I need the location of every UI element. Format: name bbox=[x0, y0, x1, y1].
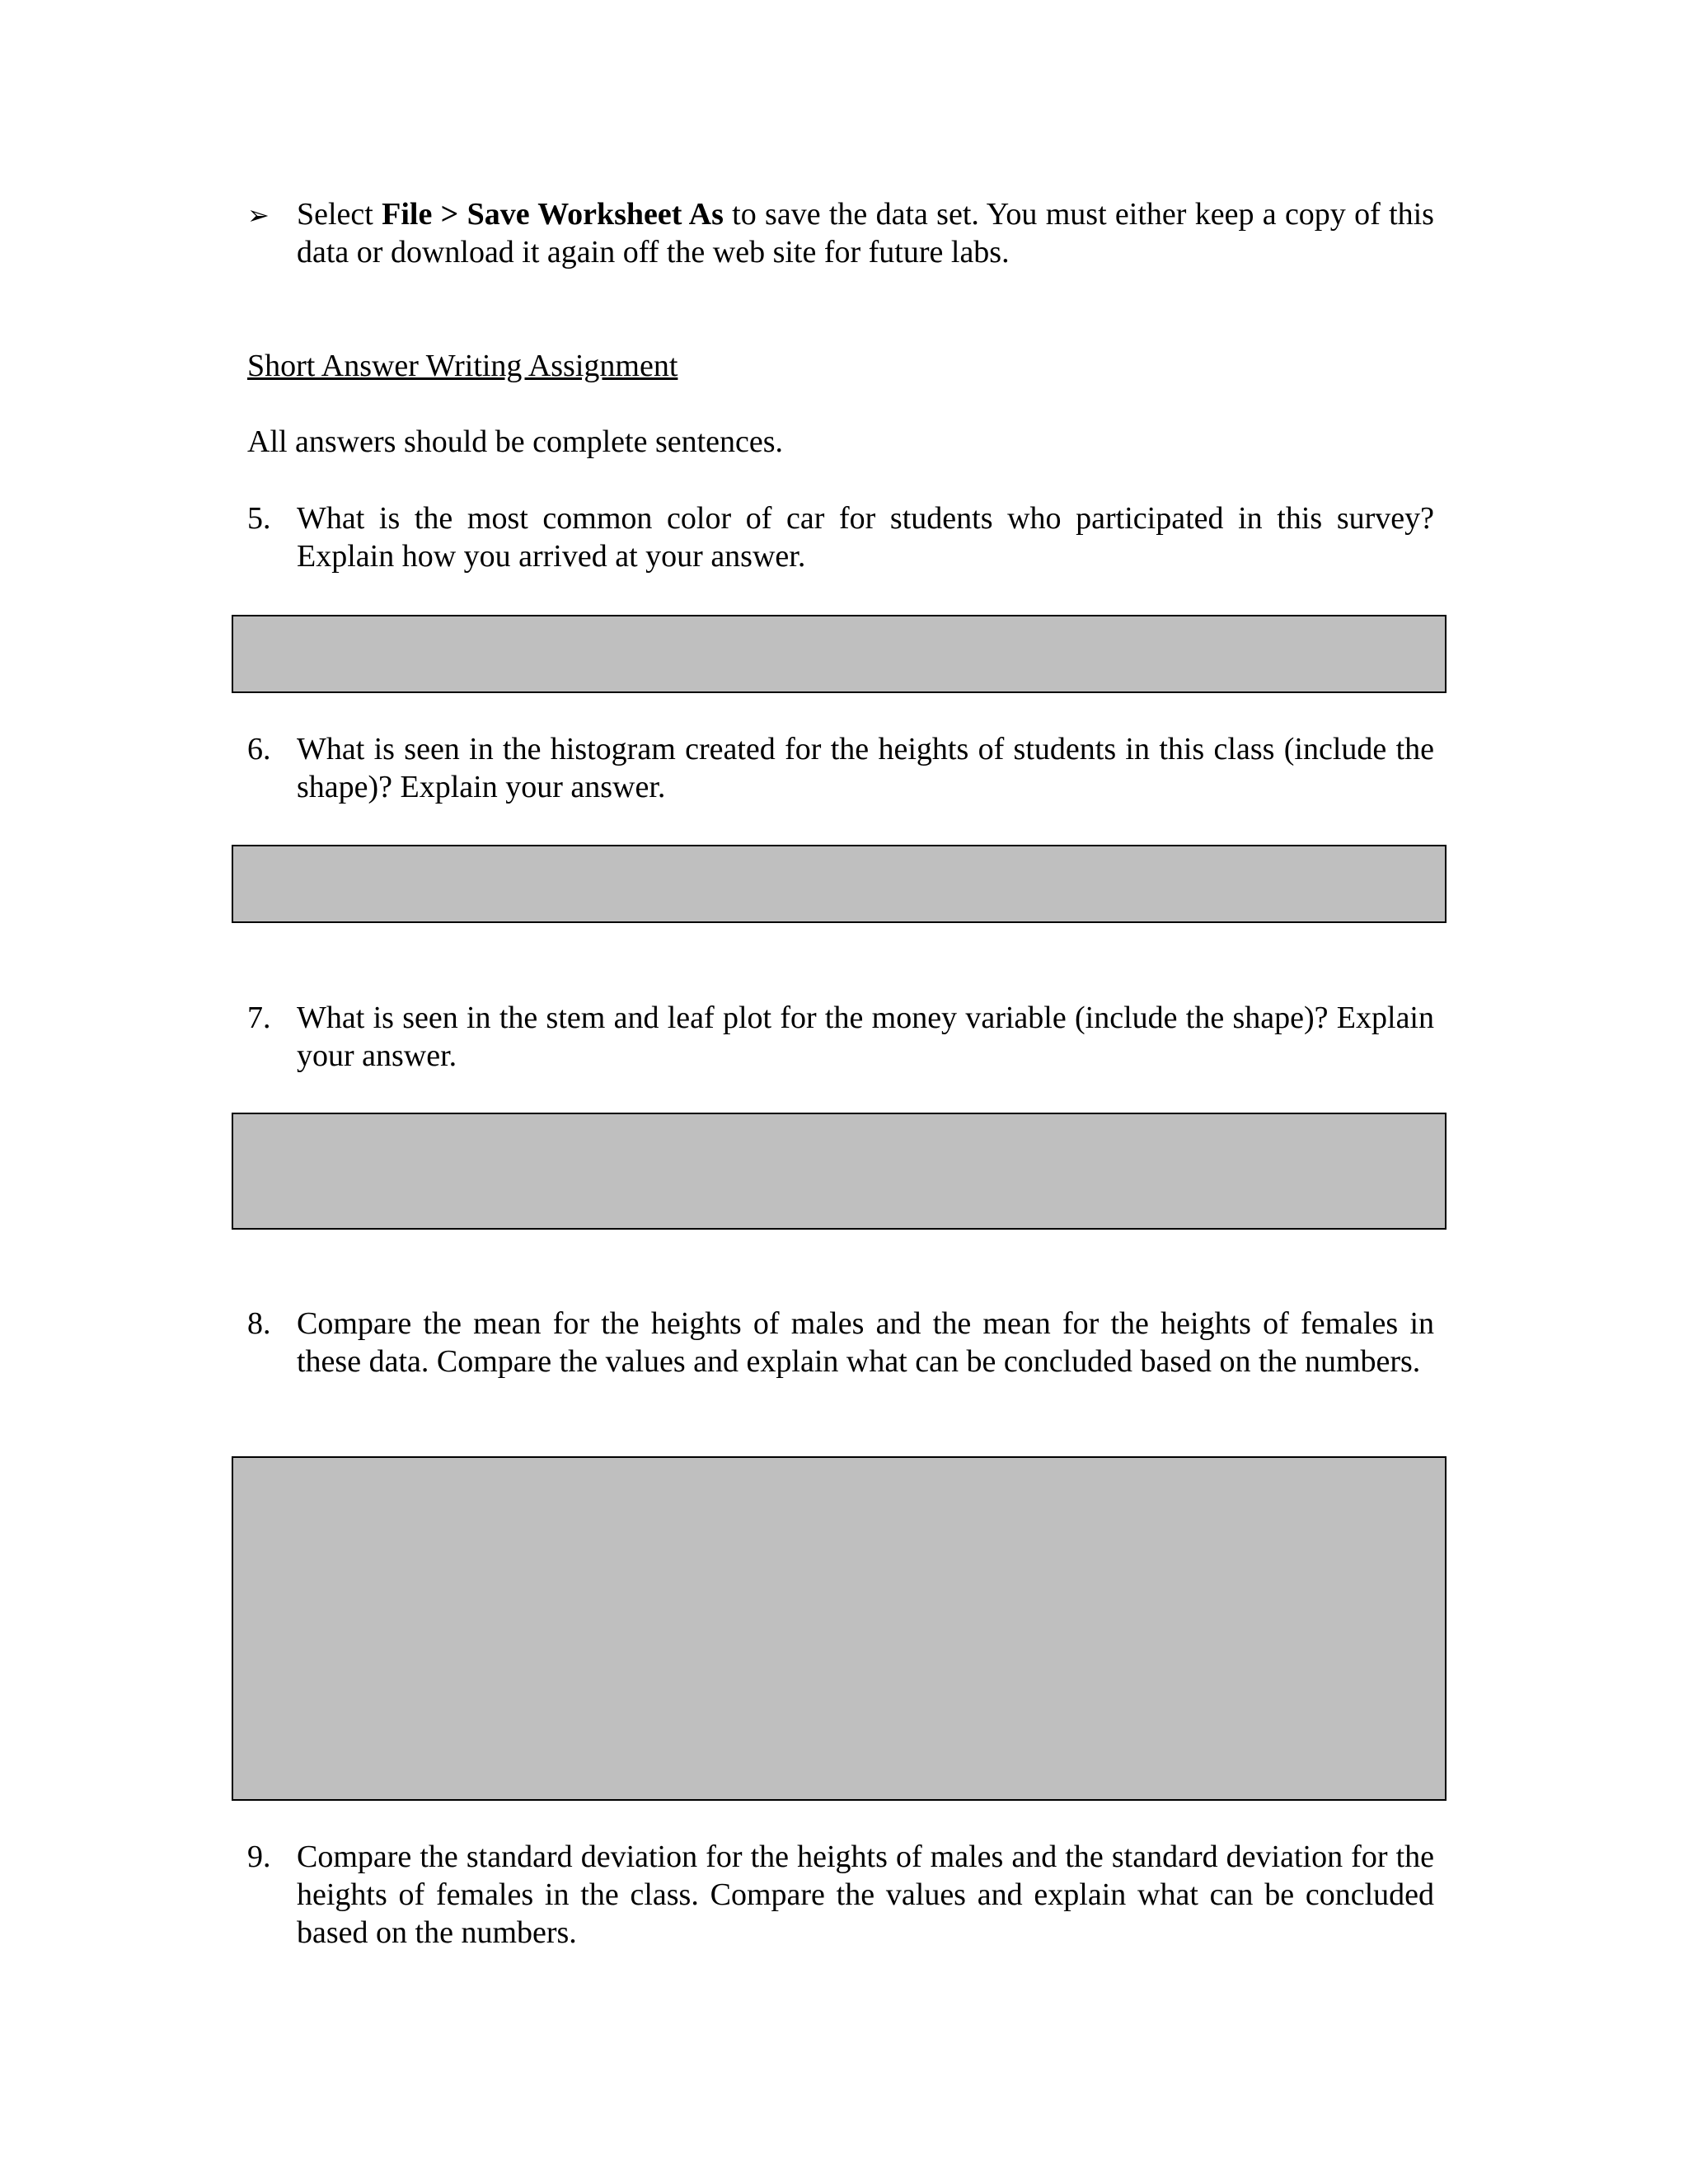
menu-path: File > Save Worksheet As bbox=[382, 197, 724, 232]
question-number: 6. bbox=[247, 732, 271, 766]
question-5 bbox=[247, 499, 1434, 575]
instruction-suffix: to save the data set. You must either keep a copy of this data or download it again off the web site for future labs. bbox=[297, 197, 1434, 269]
answer-box-8[interactable] bbox=[232, 1456, 1447, 1801]
question-9 bbox=[247, 1838, 1434, 1952]
question-7 bbox=[247, 999, 1434, 1075]
question-number: 5. bbox=[247, 501, 271, 536]
save-instruction bbox=[247, 195, 1434, 271]
question-text: What is seen in the histogram created for the heights of students in this class (include the shape)? Explain your answer. bbox=[297, 732, 1434, 804]
answer-box-5[interactable] bbox=[232, 615, 1447, 693]
question-8 bbox=[247, 1305, 1434, 1380]
question-text: Compare the standard deviation for the heights of males and the standard deviation for the heights of females in the class. Compare the values and explain what can be concluded based on the numbers. bbox=[297, 1840, 1434, 1950]
question-text: What is seen in the stem and leaf plot for the money variable (include the shape)? Explain your answer. bbox=[297, 1001, 1434, 1073]
section-heading: Short Answer Writing Assignment bbox=[247, 349, 678, 383]
arrowhead-bullet-icon: ➢ bbox=[247, 199, 270, 231]
question-number: 9. bbox=[247, 1840, 271, 1874]
question-text: Compare the mean for the heights of males and the mean for the heights of females in these data. Compare the values and explain what can be concluded based on the numbers. bbox=[297, 1306, 1434, 1379]
instruction-prefix: Select bbox=[297, 197, 382, 232]
section-note: All answers should be complete sentences. bbox=[247, 424, 784, 459]
question-6 bbox=[247, 730, 1434, 806]
answer-box-6[interactable] bbox=[232, 845, 1447, 923]
question-number: 7. bbox=[247, 1001, 271, 1035]
answer-box-7[interactable] bbox=[232, 1113, 1447, 1230]
save-instruction-text bbox=[297, 195, 1434, 271]
question-text: What is the most common color of car for students who participated in this survey? Explain how you arrived at your answer. bbox=[297, 501, 1434, 574]
question-number: 8. bbox=[247, 1306, 271, 1341]
